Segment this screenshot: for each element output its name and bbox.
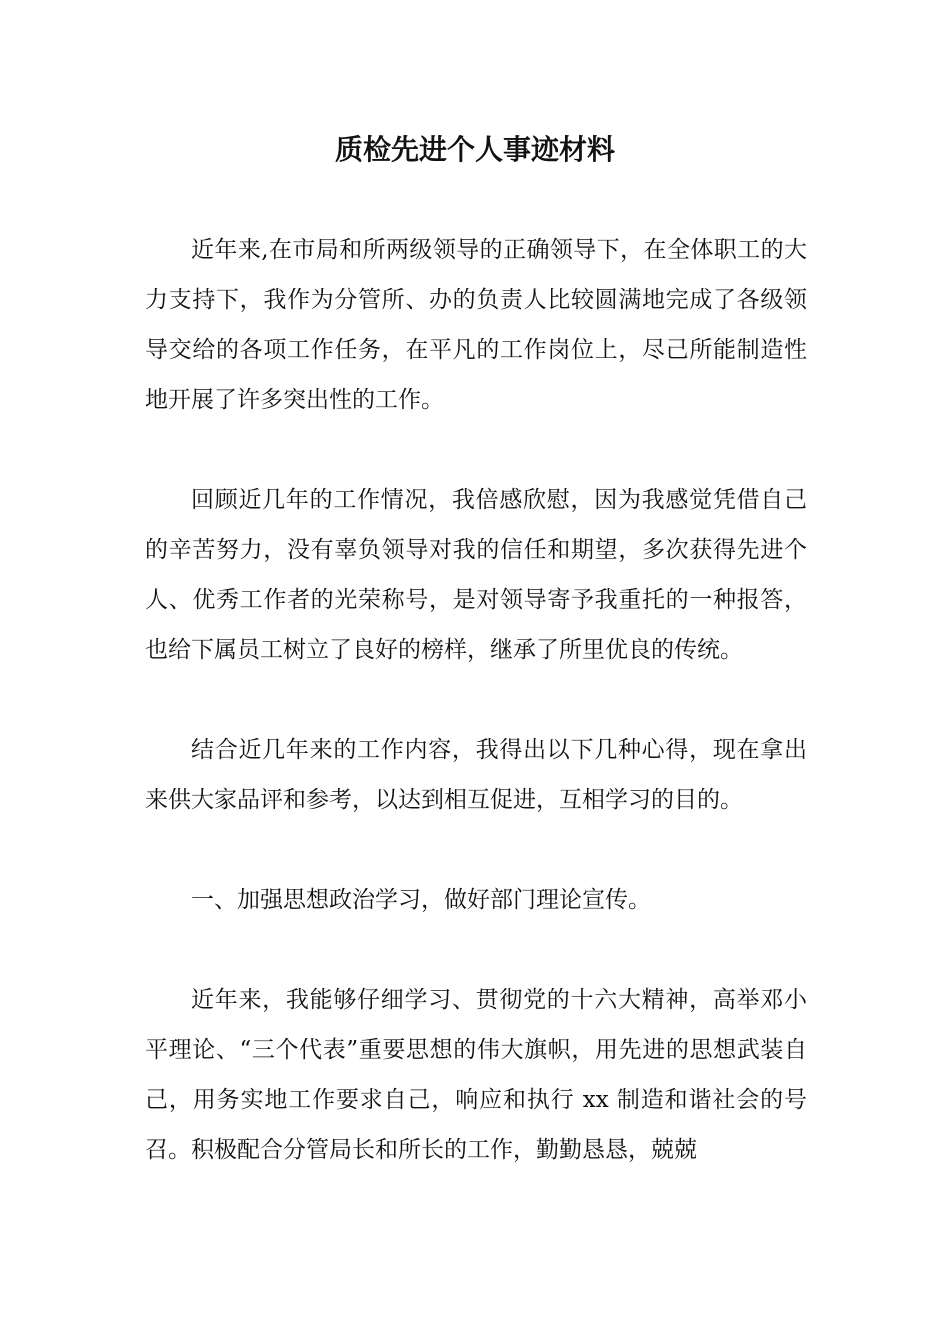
document-body xyxy=(145,225,807,1225)
paragraph-section-1: 近年来，我能够仔细学习、贯彻党的十六大精神，高举邓小平理论、“三个代表”重要思想的伟大旗帜，用先进的思想武装自己，用务实地工作要求自己，响应和执行 xx 制造和谐社会的号召。积极配合分管局长和所长的工作，勤勤恳恳，兢兢 xyxy=(145,987,807,1163)
paragraph-summary: 结合近几年来的工作内容，我得出以下几种心得，现在拿出来供大家品评和参考，以达到相互促进，互相学习的目的。 xyxy=(145,737,807,813)
document-title: 质检先进个人事迹材料 xyxy=(334,133,615,166)
paragraph-intro: 近年来,在市局和所两级领导的正确领导下，在全体职工的大力支持下，我作为分管所、办的负责人比较圆满地完成了各级领导交给的各项工作任务，在平凡的工作岗位上，尽己所能制造性地开展了许多突出性的工作。 xyxy=(145,237,807,413)
paragraph-review: 回顾近几年的工作情况，我倍感欣慰，因为我感觉凭借自己的辛苦努力，没有辜负领导对我的信任和期望，多次获得先进个人、优秀工作者的光荣称号，是对领导寄予我重托的一种报答，也给下属员工树立了良好的榜样，继承了所里优良的传统。 xyxy=(145,487,807,663)
section-heading-1: 一、加强思想政治学习，做好部门理论宣传。 xyxy=(191,887,651,913)
